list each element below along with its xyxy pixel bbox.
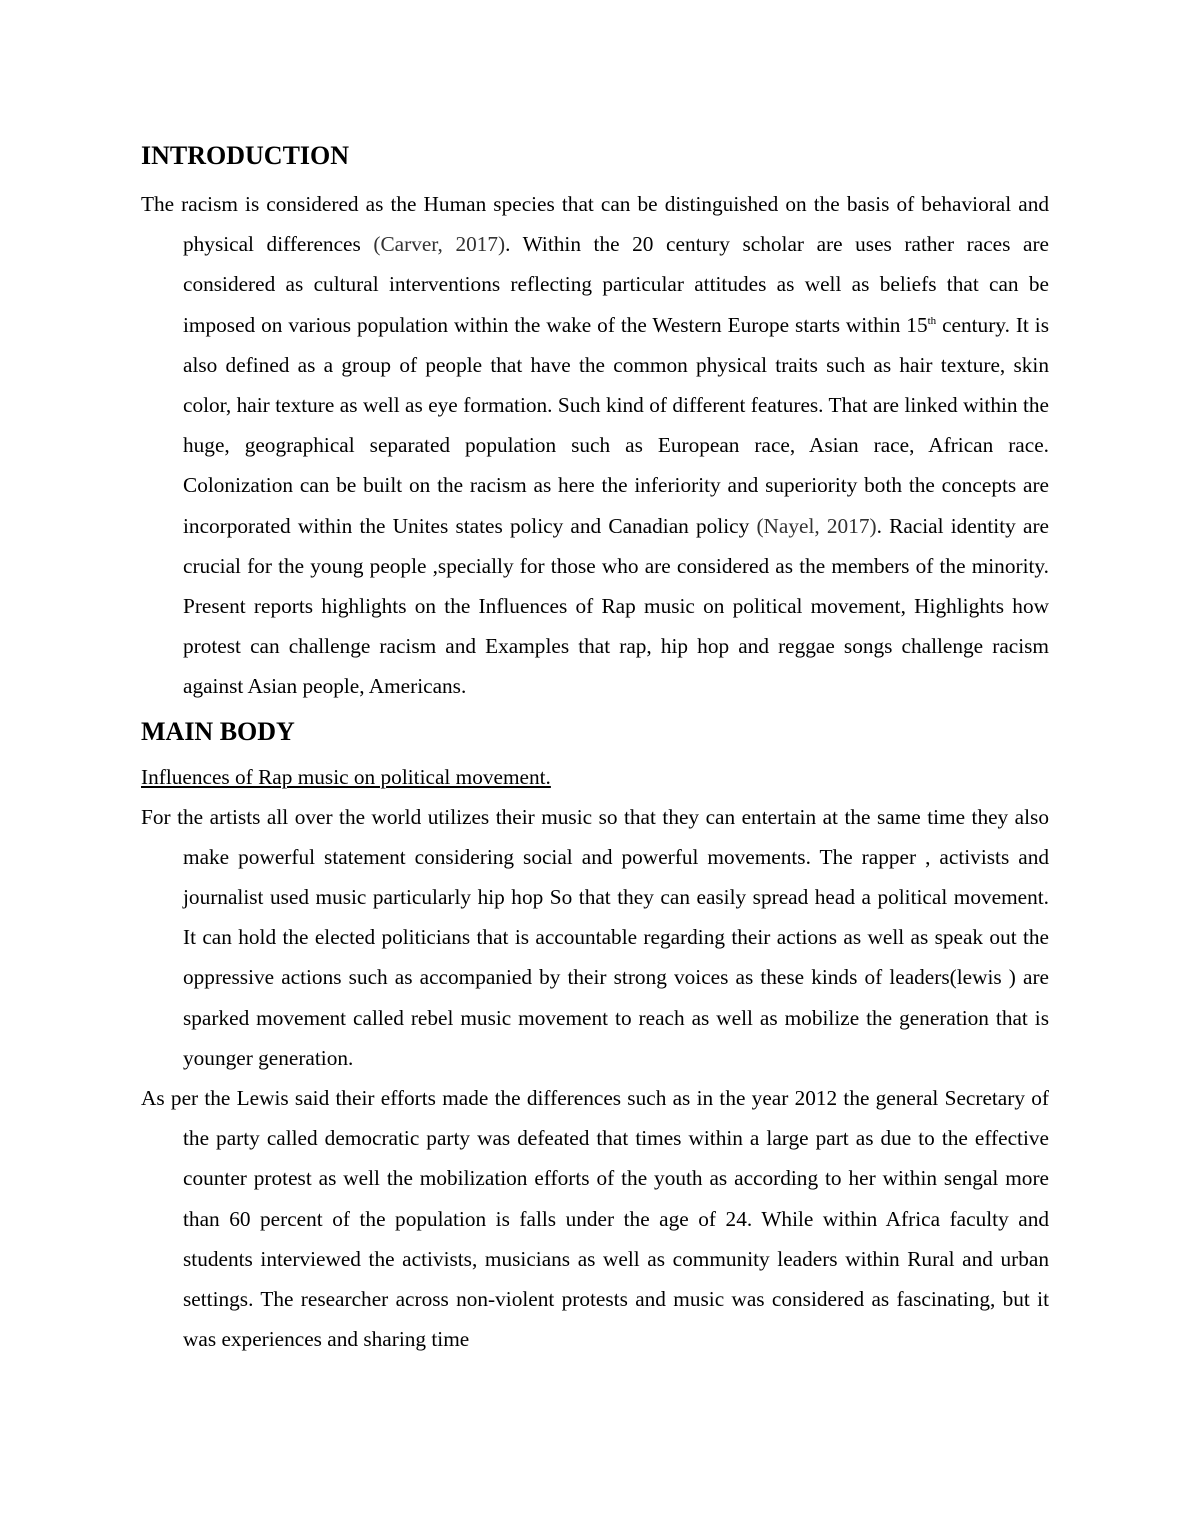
document-page	[141, 139, 1049, 1359]
ordinal-superscript: th	[927, 314, 937, 327]
introduction-paragraph	[141, 184, 1049, 707]
citation-nayel: (Nayel, 2017)	[756, 513, 877, 538]
introduction-heading: INTRODUCTION	[141, 141, 350, 170]
intro-text-part-3: century. It is also defined as a group of people that have the common physical traits such as hair texture, skin color, hair texture as well as eye formation. Such kind of different features. That are linked within the huge, geographical separated population such as European race, Asian race, African race. Colonization can be built on the racism as here the inferiority and superiority both the concepts are incorporated within the Unites states policy and Canadian policy	[183, 312, 1049, 538]
main-body-heading: MAIN BODY	[141, 716, 295, 746]
section-subheading: Influences of Rap music on political movement.	[141, 764, 551, 789]
main-body-paragraph-2: As per the Lewis said their efforts made the differences such as in the year 2012 the general Secretary of the party called democratic party was defeated that times within a large part as due to the effective counter protest as well the mobilization efforts of the youth as according to her within sengal more than 60 percent of the population is falls under the age of 24. While within Africa faculty and students interviewed the activists, musicians as well as community leaders within Rural and urban settings. The researcher across non-violent protests and music was considered as fascinating, but it was experiences and sharing time	[141, 1086, 1049, 1352]
intro-text-part-4: . Racial identity are crucial for the young people ,specially for those who are considered as the members of the minority. Present reports highlights on the Influences of Rap music on political movement, Highlights how protest can challenge racism and Examples that rap, hip hop and reggae songs challenge racism against Asian people, Americans.	[183, 513, 1049, 699]
main-body-paragraph-1: For the artists all over the world utilizes their music so that they can entertain at the same time they also make powerful statement considering social and powerful movements. The rapper , activists and journalist used music particularly hip hop So that they can easily spread head a political movement. It can hold the elected politicians that is accountable regarding their actions as well as speak out the oppressive actions such as accompanied by their strong voices as these kinds of leaders(lewis ) are sparked movement called rebel music movement to reach as well as mobilize the generation that is younger generation.	[141, 804, 1049, 1070]
intro-text-part-2: . Within the 20 century scholar are uses rather races are considered as cultural interventions reflecting particular attitudes as well as beliefs that can be imposed on various population within the wake of the Western Europe starts within 15	[183, 232, 1049, 337]
intro-text-part-1: The racism is considered as the Human species that can be distinguished on the basis of behavioral and physical differences	[141, 192, 1049, 257]
citation-carver: (Carver, 2017)	[373, 232, 506, 257]
